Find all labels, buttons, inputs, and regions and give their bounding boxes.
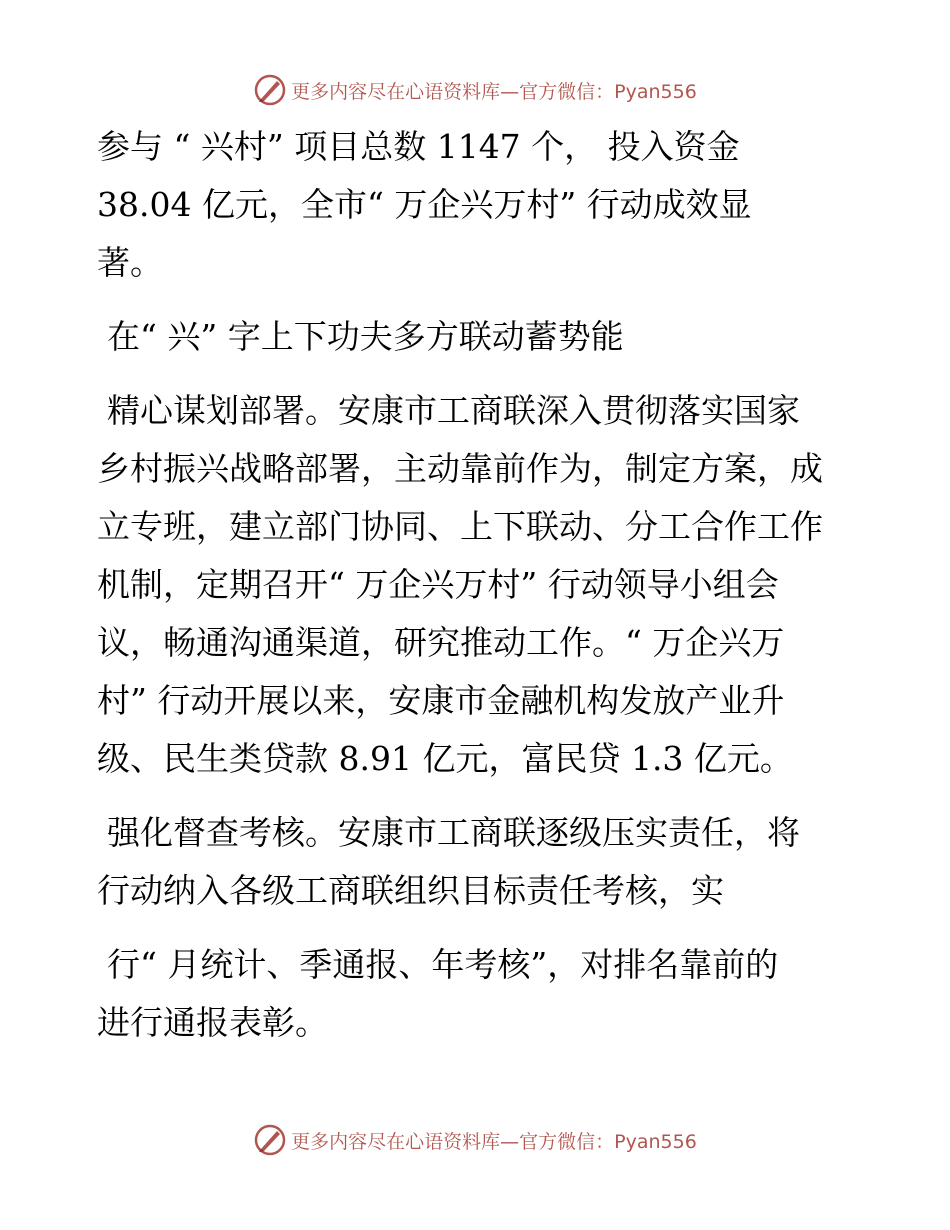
header-watermark xyxy=(0,70,950,110)
paragraph xyxy=(97,118,857,292)
pen-logo-icon xyxy=(253,73,287,107)
text-line: 行动纳入各级工商联组织目标责任考核，实 xyxy=(97,871,724,910)
paragraph xyxy=(97,804,857,920)
footer-watermark xyxy=(0,1120,950,1160)
paragraph xyxy=(97,936,857,1052)
text-line: 乡村振兴战略部署，主动靠前作为，制定方案，成 xyxy=(97,449,823,488)
text-line: 行“ 月统计、季通报、年考核”，对排名靠前的 xyxy=(107,945,779,984)
paragraph xyxy=(97,382,857,788)
text-line: 著。 xyxy=(97,243,163,282)
text-line: 强化督查考核。安康市工商联逐级压实责任，将 xyxy=(107,813,800,852)
watermark-text: 更多内容尽在心语资料库—官方微信：Pyan556 xyxy=(291,1130,697,1153)
section-heading xyxy=(97,308,857,366)
watermark-text: 更多内容尽在心语资料库—官方微信：Pyan556 xyxy=(291,80,697,103)
text-line: 38.04 亿元，全市“ 万企兴万村” 行动成效显 xyxy=(97,185,752,224)
text-line: 进行通报表彰。 xyxy=(97,1003,328,1042)
text-line: 议，畅通沟通渠道，研究推动工作。“ 万企兴万 xyxy=(97,623,785,662)
text-line: 精心谋划部署。安康市工商联深入贯彻落实国家 xyxy=(107,391,800,430)
document-body xyxy=(97,118,857,1052)
text-line: 村” 行动开展以来，安康市金融机构发放产业升 xyxy=(97,681,785,720)
text-line: 立专班，建立部门协同、上下联动、分工合作工作 xyxy=(97,507,823,546)
pen-logo-icon xyxy=(253,1123,287,1157)
text-line: 机制，定期召开“ 万企兴万村” 行动领导小组会 xyxy=(97,565,779,604)
text-line: 级、民生类贷款 8.91 亿元，富民贷 1.3 亿元。 xyxy=(97,739,793,778)
text-line: 参与 “ 兴村” 项目总数 1147 个， 投入资金 xyxy=(97,127,740,166)
text-line: 在“ 兴” 字上下功夫多方联动蓄势能 xyxy=(107,317,624,356)
